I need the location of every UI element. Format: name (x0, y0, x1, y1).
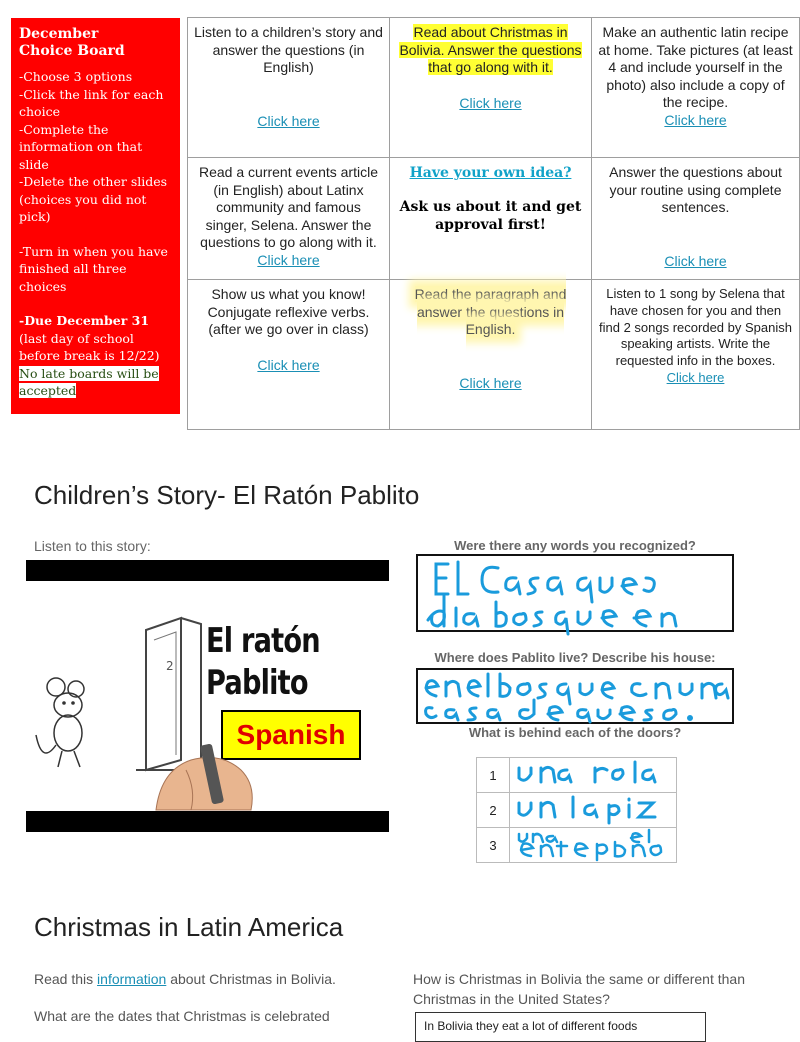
choice-board-grid (187, 17, 800, 430)
question-doors: What is behind each of the doors? (468, 725, 682, 740)
instruction-item: -Complete the information on that slide (19, 121, 143, 172)
video-letterbox-bottom (26, 811, 389, 832)
reflexive-verbs-link[interactable]: Click here (257, 356, 320, 373)
instruction-item: -Click the link for each choice (19, 86, 164, 119)
read-suffix: about Christmas in Bolivia. (166, 971, 336, 987)
video-title (206, 620, 350, 704)
read-instruction (34, 969, 394, 989)
door-answer-cell[interactable] (510, 758, 677, 793)
table-row (477, 828, 677, 863)
video-title-line1: El ratón (206, 621, 320, 661)
table-row (477, 793, 677, 828)
mouse-sketch-icon (34, 675, 104, 770)
christmas-heading: Christmas in Latin America (34, 912, 344, 942)
choice-cell-christmas-bolivia (390, 18, 592, 158)
due-note: (last day of school before break is 12/22) (19, 330, 160, 363)
door-number: 2 (477, 793, 510, 828)
story-video-player[interactable] (26, 560, 389, 832)
listen-label: Listen to this story: (34, 538, 151, 554)
routine-link[interactable]: Click here (664, 252, 727, 269)
panel-title-line2: Choice Board (19, 43, 125, 59)
question-christmas-dates: What are the dates that Christmas is celebrated (34, 1008, 330, 1024)
panel-title-line1: December (19, 26, 99, 42)
answer-box-pablito-house[interactable] (416, 668, 734, 724)
video-title-line2: Pablito (206, 663, 308, 703)
handwritten-answer (511, 830, 671, 858)
answer-box-recognized-words[interactable] (416, 554, 734, 632)
choice-cell-selena-article (188, 158, 390, 280)
story-heading: Children’s Story- El Ratón Pablito (34, 480, 420, 510)
choice-description: Read about Christmas in Bolivia. Answer the questions that go along with it. (399, 24, 582, 75)
video-letterbox-top (26, 560, 389, 581)
information-link[interactable]: information (97, 971, 167, 987)
choice-description: Listen to a children’s story and answer the questions (in English) (194, 24, 383, 75)
choice-cell-own-idea (390, 158, 592, 280)
drawing-hand-icon (146, 730, 276, 815)
paragraph-link[interactable]: Click here (459, 374, 522, 391)
handwritten-answer (418, 670, 732, 722)
own-idea-title: Have your own idea? (409, 165, 572, 181)
choice-description: Read the paragraph and answer the questions in English. (414, 286, 567, 337)
childrens-story-link[interactable]: Click here (257, 112, 320, 129)
instruction-item: -Choose 3 options (19, 69, 133, 84)
christmas-bolivia-link[interactable]: Click here (459, 94, 522, 111)
question-recognized-words: Were there any words you recognized? (454, 538, 696, 553)
door-answer-cell[interactable] (510, 793, 677, 828)
door-answer-cell[interactable] (510, 828, 677, 863)
selena-article-link[interactable]: Click here (257, 251, 320, 268)
handwritten-answer (418, 556, 732, 630)
door-number: 1 (477, 758, 510, 793)
latin-recipe-link[interactable]: Click here (664, 111, 727, 128)
own-idea-body: Ask us about it and get approval first! (399, 199, 582, 233)
video-language-badge: Spanish (221, 710, 361, 760)
table-row (477, 758, 677, 793)
choice-cell-routine (592, 158, 800, 280)
choice-cell-selena-songs (592, 280, 800, 430)
svg-text:2: 2 (166, 659, 174, 673)
choice-description: Answer the questions about your routine using complete sentences. (609, 164, 782, 215)
selena-songs-link[interactable]: Click here (666, 369, 725, 385)
read-prefix: Read this (34, 971, 98, 987)
due-date: -Due December 31 (19, 313, 150, 328)
door-number: 3 (477, 828, 510, 863)
choice-cell-paragraph (390, 280, 592, 430)
choice-description: Show us what you know! Conjugate reflexive verbs. (after we go over in class) (207, 286, 370, 337)
choice-description: Make an authentic latin recipe at home. Take pictures (at least 4 and include yourself in the photo) also include a copy of the recipe. (598, 24, 793, 110)
typed-answer: In Bolivia they eat a lot of different foods (424, 1019, 638, 1033)
answer-box-christmas-compare[interactable] (415, 1012, 706, 1042)
instruction-item: -Delete the other slides (choices you did not pick) (19, 174, 168, 224)
choice-description: Listen to 1 song by Selena that have chosen for you and then find 2 songs recorded by Spanish speaking artists. Write the requested info in the boxes. (599, 286, 792, 369)
choice-cell-reflexive-verbs (188, 280, 390, 430)
doors-table (476, 757, 677, 863)
late-note: No late boards will be accepted (19, 365, 159, 398)
choice-description: Read a current events article (in English) about Latinx community and famous singer, Selena. Answer the questions to go along with it. (199, 164, 378, 250)
choice-cell-childrens-story (188, 18, 390, 158)
turn-in-instruction: -Turn in when you have finished all three choices (19, 243, 168, 294)
question-pablito-house: Where does Pablito live? Describe his house: (434, 650, 716, 665)
question-christmas-compare: How is Christmas in Bolivia the same or different than Christmas in the United States? (413, 971, 745, 1007)
handwritten-answer (511, 795, 671, 823)
choice-cell-latin-recipe (592, 18, 800, 158)
choice-board-instructions-panel (11, 18, 180, 414)
handwritten-answer (511, 760, 671, 788)
